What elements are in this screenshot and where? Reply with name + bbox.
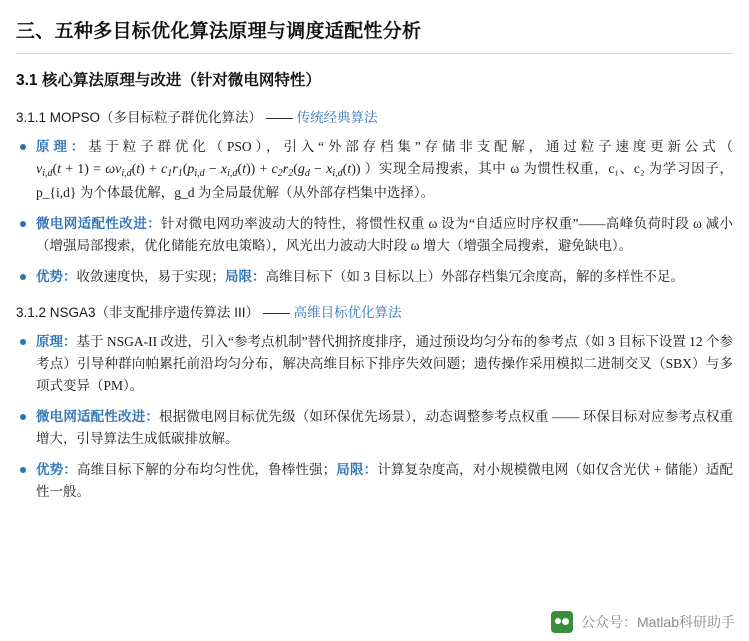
watermark-text: 公众号：Matlab科研助手	[580, 614, 735, 630]
algorithm-heading-main: 3.1.2 NSGA3（非支配排序遗传算法 III）	[16, 305, 260, 321]
bullet-label: 优势：	[36, 461, 77, 477]
bullet-label: 原理：	[36, 334, 77, 350]
bullet-text-limit: 高维目标下（如 3 目标以上）外部存档集冗余度高，解的多样性不足。	[265, 268, 684, 284]
watermark	[551, 611, 735, 633]
algorithm-heading-dash: ——	[265, 110, 293, 125]
bullet-label: 优势：	[36, 268, 77, 284]
bullet-text: 根据微电网目标优先级（如环保优先场景），动态调整参考点权重 —— 环保目标对应参考点权重增大，引导算法生成低碳排放解。	[36, 409, 734, 446]
bullet-label: 原理：	[36, 139, 89, 154]
list-item	[16, 406, 733, 450]
bullet-text-before: 基于粒子群优化（PSO），引入“外部存档集”存储非支配解，通过粒子速度更新公式（	[88, 139, 734, 154]
bullet-text: 基于 NSGA-II 改进，引入“参考点机制”替代拥挤度排序，通过预设均匀分布的参考点（如 3 目标下设置 12 个参考点）引导种群向帕累托前沿均匀分布，解决高维目标下排序失效问题；遗传操作采用模拟二进制交叉（SBX）与多项式变异（PM）。	[36, 334, 733, 394]
bullet-text-advantage: 收敛速度快，易于实现；	[76, 268, 225, 284]
algorithm-heading-dash: ——	[262, 305, 290, 321]
bullet-label-limit: 局限：	[225, 268, 266, 284]
list-item	[16, 213, 733, 257]
list-item	[16, 459, 733, 503]
algorithm-heading-tagline: 高维目标优化算法	[293, 305, 402, 321]
list-item	[16, 266, 733, 288]
bullet-label: 微电网适配性改进：	[36, 215, 161, 231]
formula-velocity-update: $v_{i,d}(t + 1) = \omega v_{i,d}(t) + c_1r_1(p_{i,d} - x_{i,d}(t)) + c_2r_2(g_d - x_{i,d}(t))$	[36, 161, 361, 179]
page-title: 三、五种多目标优化算法原理与调度适配性分析	[16, 21, 422, 42]
algorithm-heading-tagline: 传统经典算法	[296, 110, 378, 125]
list-item	[16, 331, 733, 397]
title-divider	[16, 53, 733, 54]
bullet-text-limit: 计算复杂度高，对小规模微电网（如仅含光伏 + 储能）适配性一般。	[36, 461, 734, 499]
algorithm-heading-nsga3	[16, 301, 733, 321]
bullet-text: 针对微电网功率波动大的特性，将惯性权重 ω 设为“自适应时序权重”——高峰负荷时段 ω 减小（增强局部搜索，优化储能充放电策略），风光出力波动大时段 ω 增大（增强全局搜索，避免缺电）。	[36, 215, 733, 253]
bullet-text-after: ）实现全局搜索，其中 ω 为惯性权重，c₁、c₂ 为学习因子，p_{i,d} 为个体最优解，g_d 为全局最优解（从外部存档集中选择）。	[36, 160, 733, 201]
list-item	[16, 136, 733, 204]
bullet-list-mopso	[16, 136, 733, 287]
subsection-title: 3.1 核心算法原理与改进（针对微电网特性）	[16, 72, 321, 89]
bullet-label: 微电网适配性改进：	[36, 409, 160, 425]
bullet-text-advantage: 高维目标下解的分布均匀性优，鲁棒性强；	[76, 461, 337, 477]
bullet-list-nsga3	[16, 331, 733, 502]
bullet-label-limit: 局限：	[336, 461, 378, 477]
green-rounded-logo-icon	[551, 611, 573, 633]
algorithm-heading-main: 3.1.1 MOPSO（多目标粒子群优化算法）	[16, 110, 263, 125]
algorithm-heading-mopso	[16, 106, 733, 126]
